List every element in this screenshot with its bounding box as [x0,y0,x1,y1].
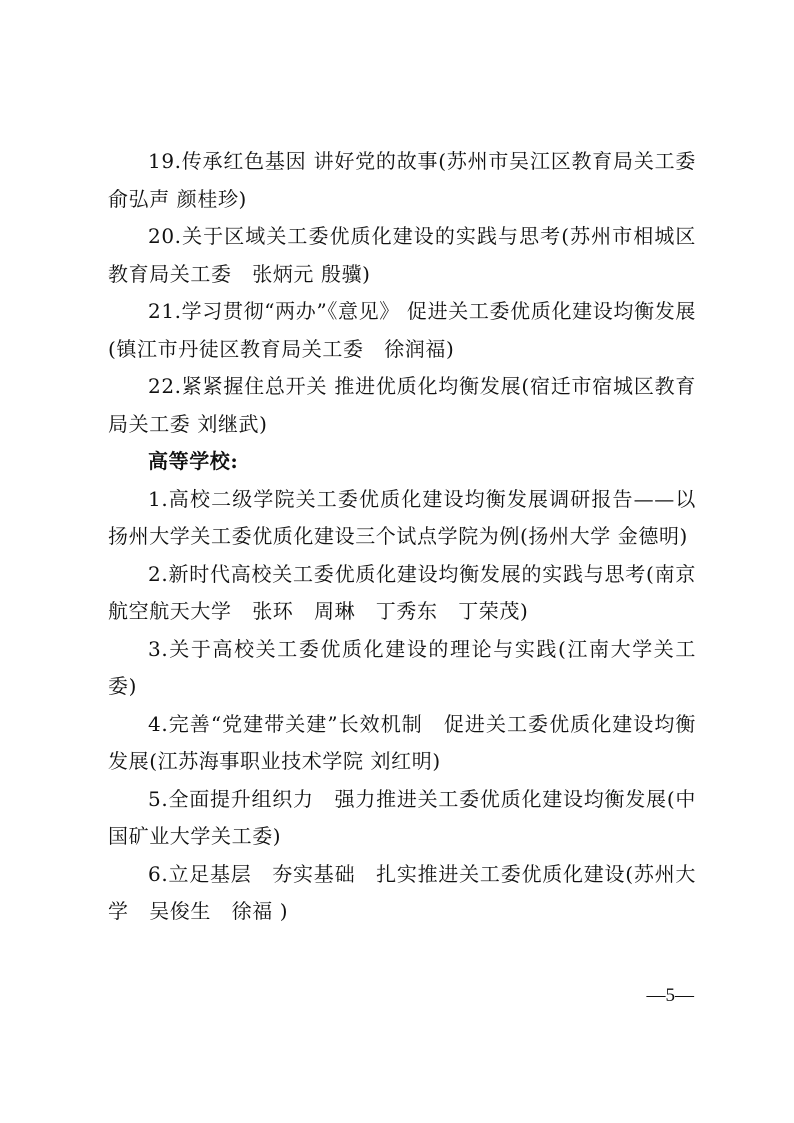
list-item: 1.高校二级学院关工委优质化建设均衡发展调研报告——以扬州大学关工委优质化建设三个试点学院为例(扬州大学 金德明) [108,486,696,548]
list-item: 4.完善“党建带关建”长效机制 促进关工委优质化建设均衡发展(江苏海事职业技术学院 刘红明) [108,711,696,773]
document-body [108,143,696,931]
page-number: —5— [646,985,694,1006]
list-item: 20.关于区域关工委优质化建设的实践与思考(苏州市相城区教育局关工委 张炳元 殷骥) [108,224,696,286]
list-item: 3.关于高校关工委优质化建设的理论与实践(江南大学关工委) [108,636,696,698]
list-item: 21.学习贯彻“两办”《意见》 促进关工委优质化建设均衡发展(镇江市丹徒区教育局关工委 徐润福) [108,299,696,361]
section-heading-universities: 高等学校: [148,449,239,473]
list-item: 2.新时代高校关工委优质化建设均衡发展的实践与思考(南京航空航天大学 张环 周琳 丁秀东 丁荣茂) [108,561,696,623]
list-item: 5.全面提升组织力 强力推进关工委优质化建设均衡发展(中国矿业大学关工委) [108,786,696,848]
list-item: 6.立足基层 夯实基础 扎实推进关工委优质化建设(苏州大学 吴俊生 徐福 ) [108,861,696,923]
list-item: 19.传承红色基因 讲好党的故事(苏州市吴江区教育局关工委 俞弘声 颜桂珍) [108,149,696,211]
list-item: 22.紧紧握住总开关 推进优质化均衡发展(宿迁市宿城区教育局关工委 刘继武) [108,374,696,436]
